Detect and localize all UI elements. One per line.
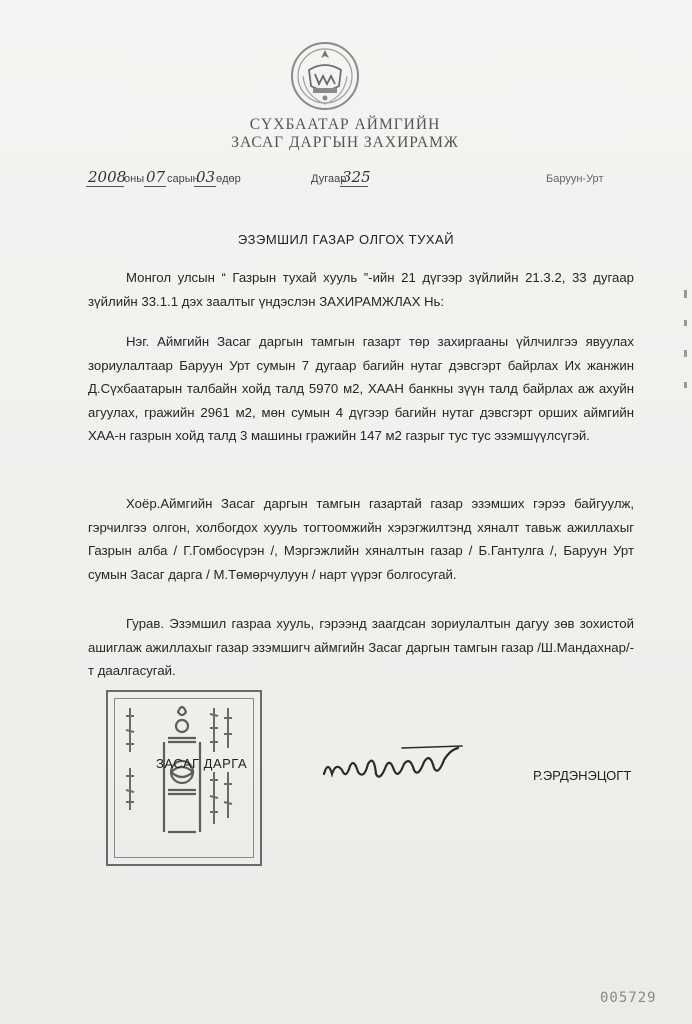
date-year-suffix: оны	[124, 173, 145, 185]
date-day: 03	[196, 168, 216, 186]
number-underline	[340, 186, 368, 187]
organization-name-line1: СҮХБААТАР АЙМГИЙН	[249, 116, 441, 133]
official-seal-stamp	[106, 690, 262, 866]
preamble-paragraph: Монгол улсын “ Газрын тухай хууль ”-ийн 21 дүгээр зүйлийн 21.3.2, 33 дугаар зүйлийн 33.1.1 дэх заалтыг үндэслэн ЗАХИРАМЖЛАХ Нь:	[88, 270, 634, 309]
date-year: 2008	[88, 168, 127, 186]
day-underline	[194, 186, 216, 187]
date-month-suffix: сарын	[167, 173, 199, 185]
seal-artwork	[108, 692, 260, 864]
signatory-name: Р.ЭРДЭНЭЦОГТ	[533, 768, 632, 783]
margin-marks	[683, 290, 689, 410]
date-day-suffix: өдөр	[216, 173, 241, 185]
organization-name-line2: ЗАСАГ ДАРГЫН ЗАХИРАМЖ	[231, 134, 459, 151]
year-underline	[86, 186, 124, 187]
date-line	[0, 168, 692, 192]
document-number: 325	[342, 168, 371, 186]
date-month: 07	[146, 168, 166, 186]
state-emblem-icon	[289, 40, 361, 112]
paragraph-two: Хоёр.Аймгийн Засаг даргын тамгын газартай газар эзэмших гэрээ байгуулж, гэрчилгээ олгон, холбогдох хууль тогтоомжийн хэрэгжилтэнд хяналт тавьж ажиллахыг Газрын алба / Г.Гомбосүрэн /, Мэргэжлийн хяналтын газар / Б.Гантулга /, Баруун Урт сумын Засаг дарга / М.Төмөрчулуун / нарт үүрэг болгосугай.	[88, 496, 634, 582]
document-number-label: Дугаар	[311, 173, 347, 185]
document-title: ЭЗЭМШИЛ ГАЗАР ОЛГОХ ТУХАЙ	[237, 232, 455, 247]
paragraph-one: Нэг. Аймгийн Засаг даргын тамгын газарт төр захиргааны үйлчилгээ явуулах зориулалтаар Баруун Урт сумын 7 дугаар багийн нутаг дэвсгэрт байрлах Их жанжин Д.Сүхбаатарын талбайн хойд талд 5970 м2, ХААН банкны зүүн талд байрлах аж ахуйн агуулах, гражийн 2961 м2, мөн сумын 4 дүгээр багийн нутаг дэвсгэрт орших аймгийн ХАА-н газрын хойд талд 3 машины гражийн 147 м2 газрыг тус тус эзэмшүүлсүгэй.	[88, 334, 634, 443]
signatory-role: ЗАСАГ ДАРГА	[156, 756, 248, 771]
document-serial-number: 005729	[600, 990, 657, 1006]
month-underline	[144, 186, 166, 187]
paragraph-three: Гурав. Эзэмшил газраа хууль, гэрээнд заагдсан зориулалтын дагуу зөв зохистой ашиглаж ажиллахыг газар эзэмшигч аймгийн Засаг даргын тамгын газар /Ш.Мандахнар/-т даалгасугай.	[88, 616, 634, 678]
place-name: Баруун-Урт	[546, 173, 604, 185]
handwritten-signature	[318, 740, 468, 790]
